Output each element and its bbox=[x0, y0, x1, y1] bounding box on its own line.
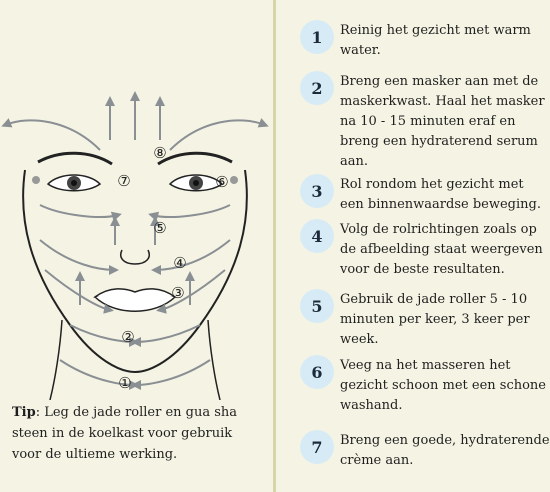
face-diagram-panel bbox=[0, 0, 270, 492]
tip-text bbox=[12, 402, 264, 465]
left-eye bbox=[48, 175, 100, 191]
column-divider bbox=[273, 0, 276, 492]
step-text: Breng een masker aan met de maskerkwast. Haal het masker na 10 - 15 minuten eraf en breng een hydraterend serum aan. bbox=[340, 74, 545, 169]
step-text: Reinig het gezicht met warm water. bbox=[340, 23, 531, 58]
right-eyebrow bbox=[158, 153, 232, 164]
marker-5: ⑤ bbox=[153, 219, 167, 237]
temple-point-left bbox=[32, 176, 40, 184]
step-number-badge: 4 bbox=[300, 219, 334, 253]
steps-list bbox=[296, 0, 550, 492]
step-number-badge: 3 bbox=[300, 174, 334, 208]
lips bbox=[95, 289, 175, 311]
step-text: Breng een goede, hydraterende crème aan. bbox=[340, 433, 550, 468]
step-text: Volg de rolrichtingen zoals op de afbeelding staat weergeven voor de beste resultaten. bbox=[340, 222, 543, 277]
marker-7: ⑦ bbox=[117, 172, 131, 190]
left-eyebrow bbox=[38, 153, 112, 164]
step-text: Veeg na het masseren het gezicht schoon met een schone washand. bbox=[340, 358, 547, 413]
step-text: Gebruik de jade roller 5 - 10 minuten per keer, 3 keer per week. bbox=[340, 292, 530, 347]
step-number-badge: 2 bbox=[300, 71, 334, 105]
step-number-badge: 5 bbox=[300, 289, 334, 323]
marker-2: ② bbox=[121, 328, 135, 346]
tip-label: Tip bbox=[12, 405, 36, 420]
marker-3: ③ bbox=[171, 284, 185, 302]
marker-6: ⑥ bbox=[215, 173, 229, 191]
right-eye bbox=[170, 175, 222, 191]
nose bbox=[121, 250, 149, 264]
marker-4: ④ bbox=[173, 254, 187, 272]
temple-point-right bbox=[230, 176, 238, 184]
face-massage-diagram bbox=[0, 80, 270, 400]
step-number-badge: 6 bbox=[300, 355, 334, 389]
tip-body: : Leg de jade roller en gua sha steen in de koelkast voor gebruik voor de ultieme werking. bbox=[12, 405, 238, 462]
marker-8: ⑧ bbox=[153, 144, 167, 162]
step-text: Rol rondom het gezicht met een binnenwaardse beweging. bbox=[340, 177, 541, 212]
step-number-badge: 7 bbox=[300, 430, 334, 464]
marker-1: ① bbox=[118, 374, 132, 392]
step-number-badge: 1 bbox=[300, 20, 334, 54]
